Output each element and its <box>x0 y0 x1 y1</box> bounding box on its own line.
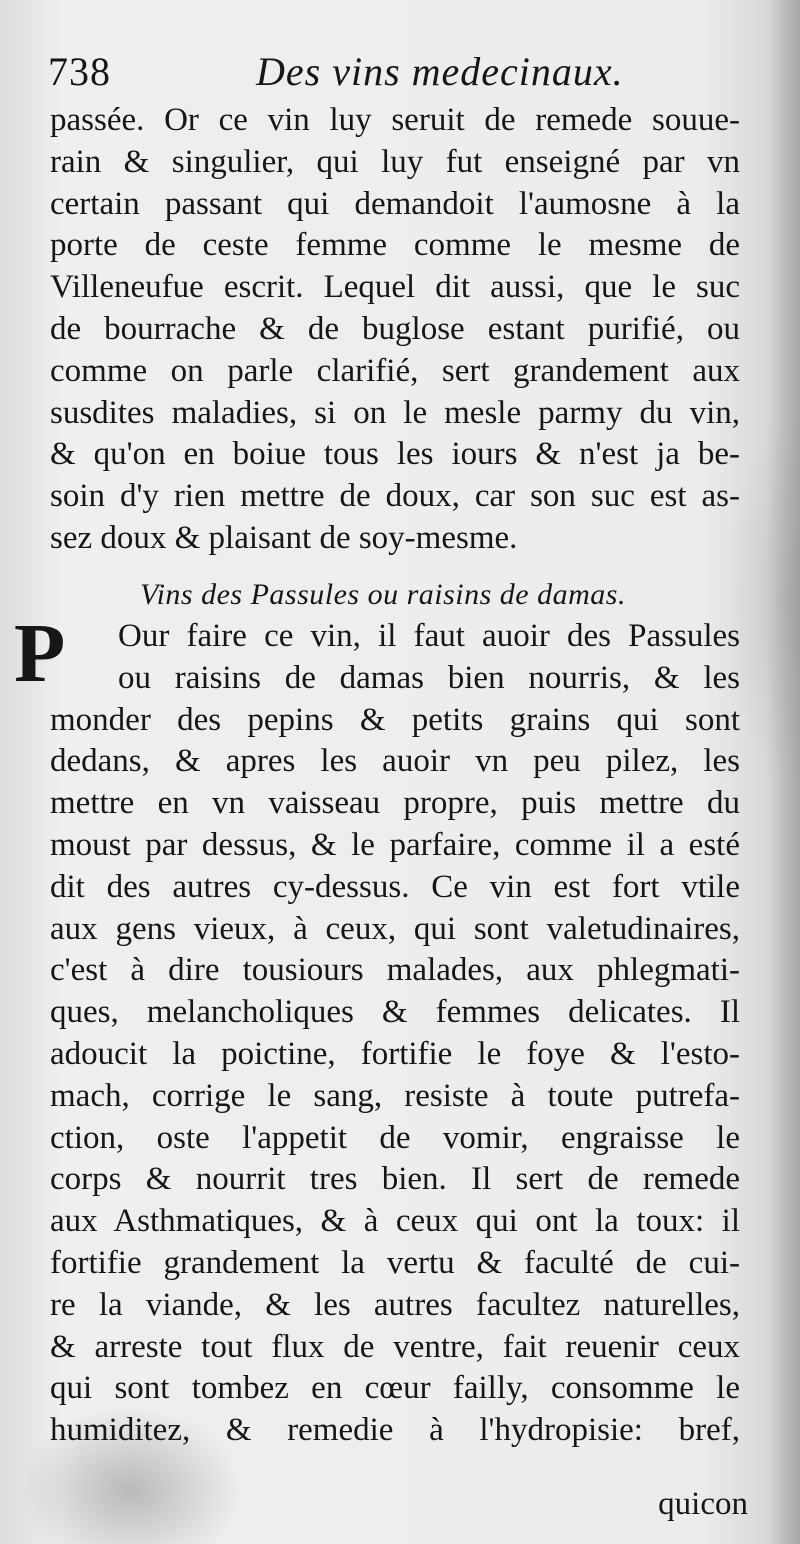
text-line: aux Asthmatiques, & à ceux qui ont la toux: il <box>50 1203 740 1240</box>
text-line: sez doux & plaisant de soy-mesme. <box>50 519 518 556</box>
text-line: & arreste tout flux de ventre, fait reuenir ceux <box>50 1328 740 1365</box>
page-edge-shadow <box>766 0 800 1544</box>
text-line: dedans, & apres les auoir vn peu pilez, les <box>50 743 740 780</box>
text-line: moust par dessus, & le parfaire, comme il a esté <box>50 826 740 863</box>
text-line: Villeneufue escrit. Lequel dit aussi, que le suc <box>50 269 740 306</box>
text-line: dit des autres cy-dessus. Ce vin est fort vtile <box>50 868 740 905</box>
section-heading: Vins des Passules ou raisins de damas. <box>140 578 626 611</box>
text-line: c'est à dire tousiours malades, aux phlegmati- <box>50 952 740 989</box>
drop-cap: P <box>14 607 66 700</box>
text-line: re la viande, & les autres facultez naturelles, <box>50 1286 740 1323</box>
text-line: ques, melancholiques & femmes delicates. Il <box>50 994 740 1031</box>
text-line: porte de ceste femme comme le mesme de <box>50 227 740 264</box>
page-header <box>48 48 748 98</box>
text-line: ou raisins de damas bien nourris, & les <box>118 659 740 696</box>
text-line: susdites maladies, si on le mesle parmy du vin, <box>50 394 740 431</box>
text-line: rain & singulier, qui luy fut enseigné par vn <box>50 143 740 180</box>
text-line: comme on parle clarifié, sert grandement aux <box>50 352 740 389</box>
text-line: Our faire ce vin, il faut auoir des Passules <box>118 618 740 654</box>
paragraph-2 <box>50 616 740 1452</box>
text-line: mach, corrige le sang, resiste à toute putrefa- <box>50 1077 740 1114</box>
paragraph-1 <box>50 100 740 560</box>
text-line: corps & nourrit tres bien. Il sert de remede <box>50 1161 740 1198</box>
text-line: qui sont tombez en cœur failly, consomme le <box>50 1370 740 1407</box>
text-line: & qu'on en boiue tous les iours & n'est ja be- <box>50 436 740 473</box>
text-line: adoucit la poictine, fortifie le foye & l'esto- <box>50 1035 740 1072</box>
text-line: passée. Or ce vin luy seruit de remede souue- <box>50 102 740 138</box>
text-line: humiditez, & remedie à l'hydropisie: bref, <box>50 1412 740 1449</box>
page-number: 738 <box>48 49 111 94</box>
text-line: monder des pepins & petits grains qui sont <box>50 701 740 738</box>
text-line: ction, oste l'appetit de vomir, engraisse le <box>50 1119 740 1156</box>
text-line: de bourrache & de buglose estant purifié, ou <box>50 310 740 347</box>
catchword: quicon <box>658 1486 748 1522</box>
text-line: fortifie grandement la vertu & faculté de cui- <box>50 1244 740 1281</box>
text-line: certain passant qui demandoit l'aumosne à la <box>50 185 740 222</box>
text-line: mettre en vn vaisseau propre, puis mettre du <box>50 785 740 822</box>
running-title: Des vins medecinaux. <box>256 49 624 94</box>
text-line: soin d'y rien mettre de doux, car son suc est as- <box>50 478 740 515</box>
text-line: aux gens vieux, à ceux, qui sont valetudinaires, <box>50 910 740 947</box>
